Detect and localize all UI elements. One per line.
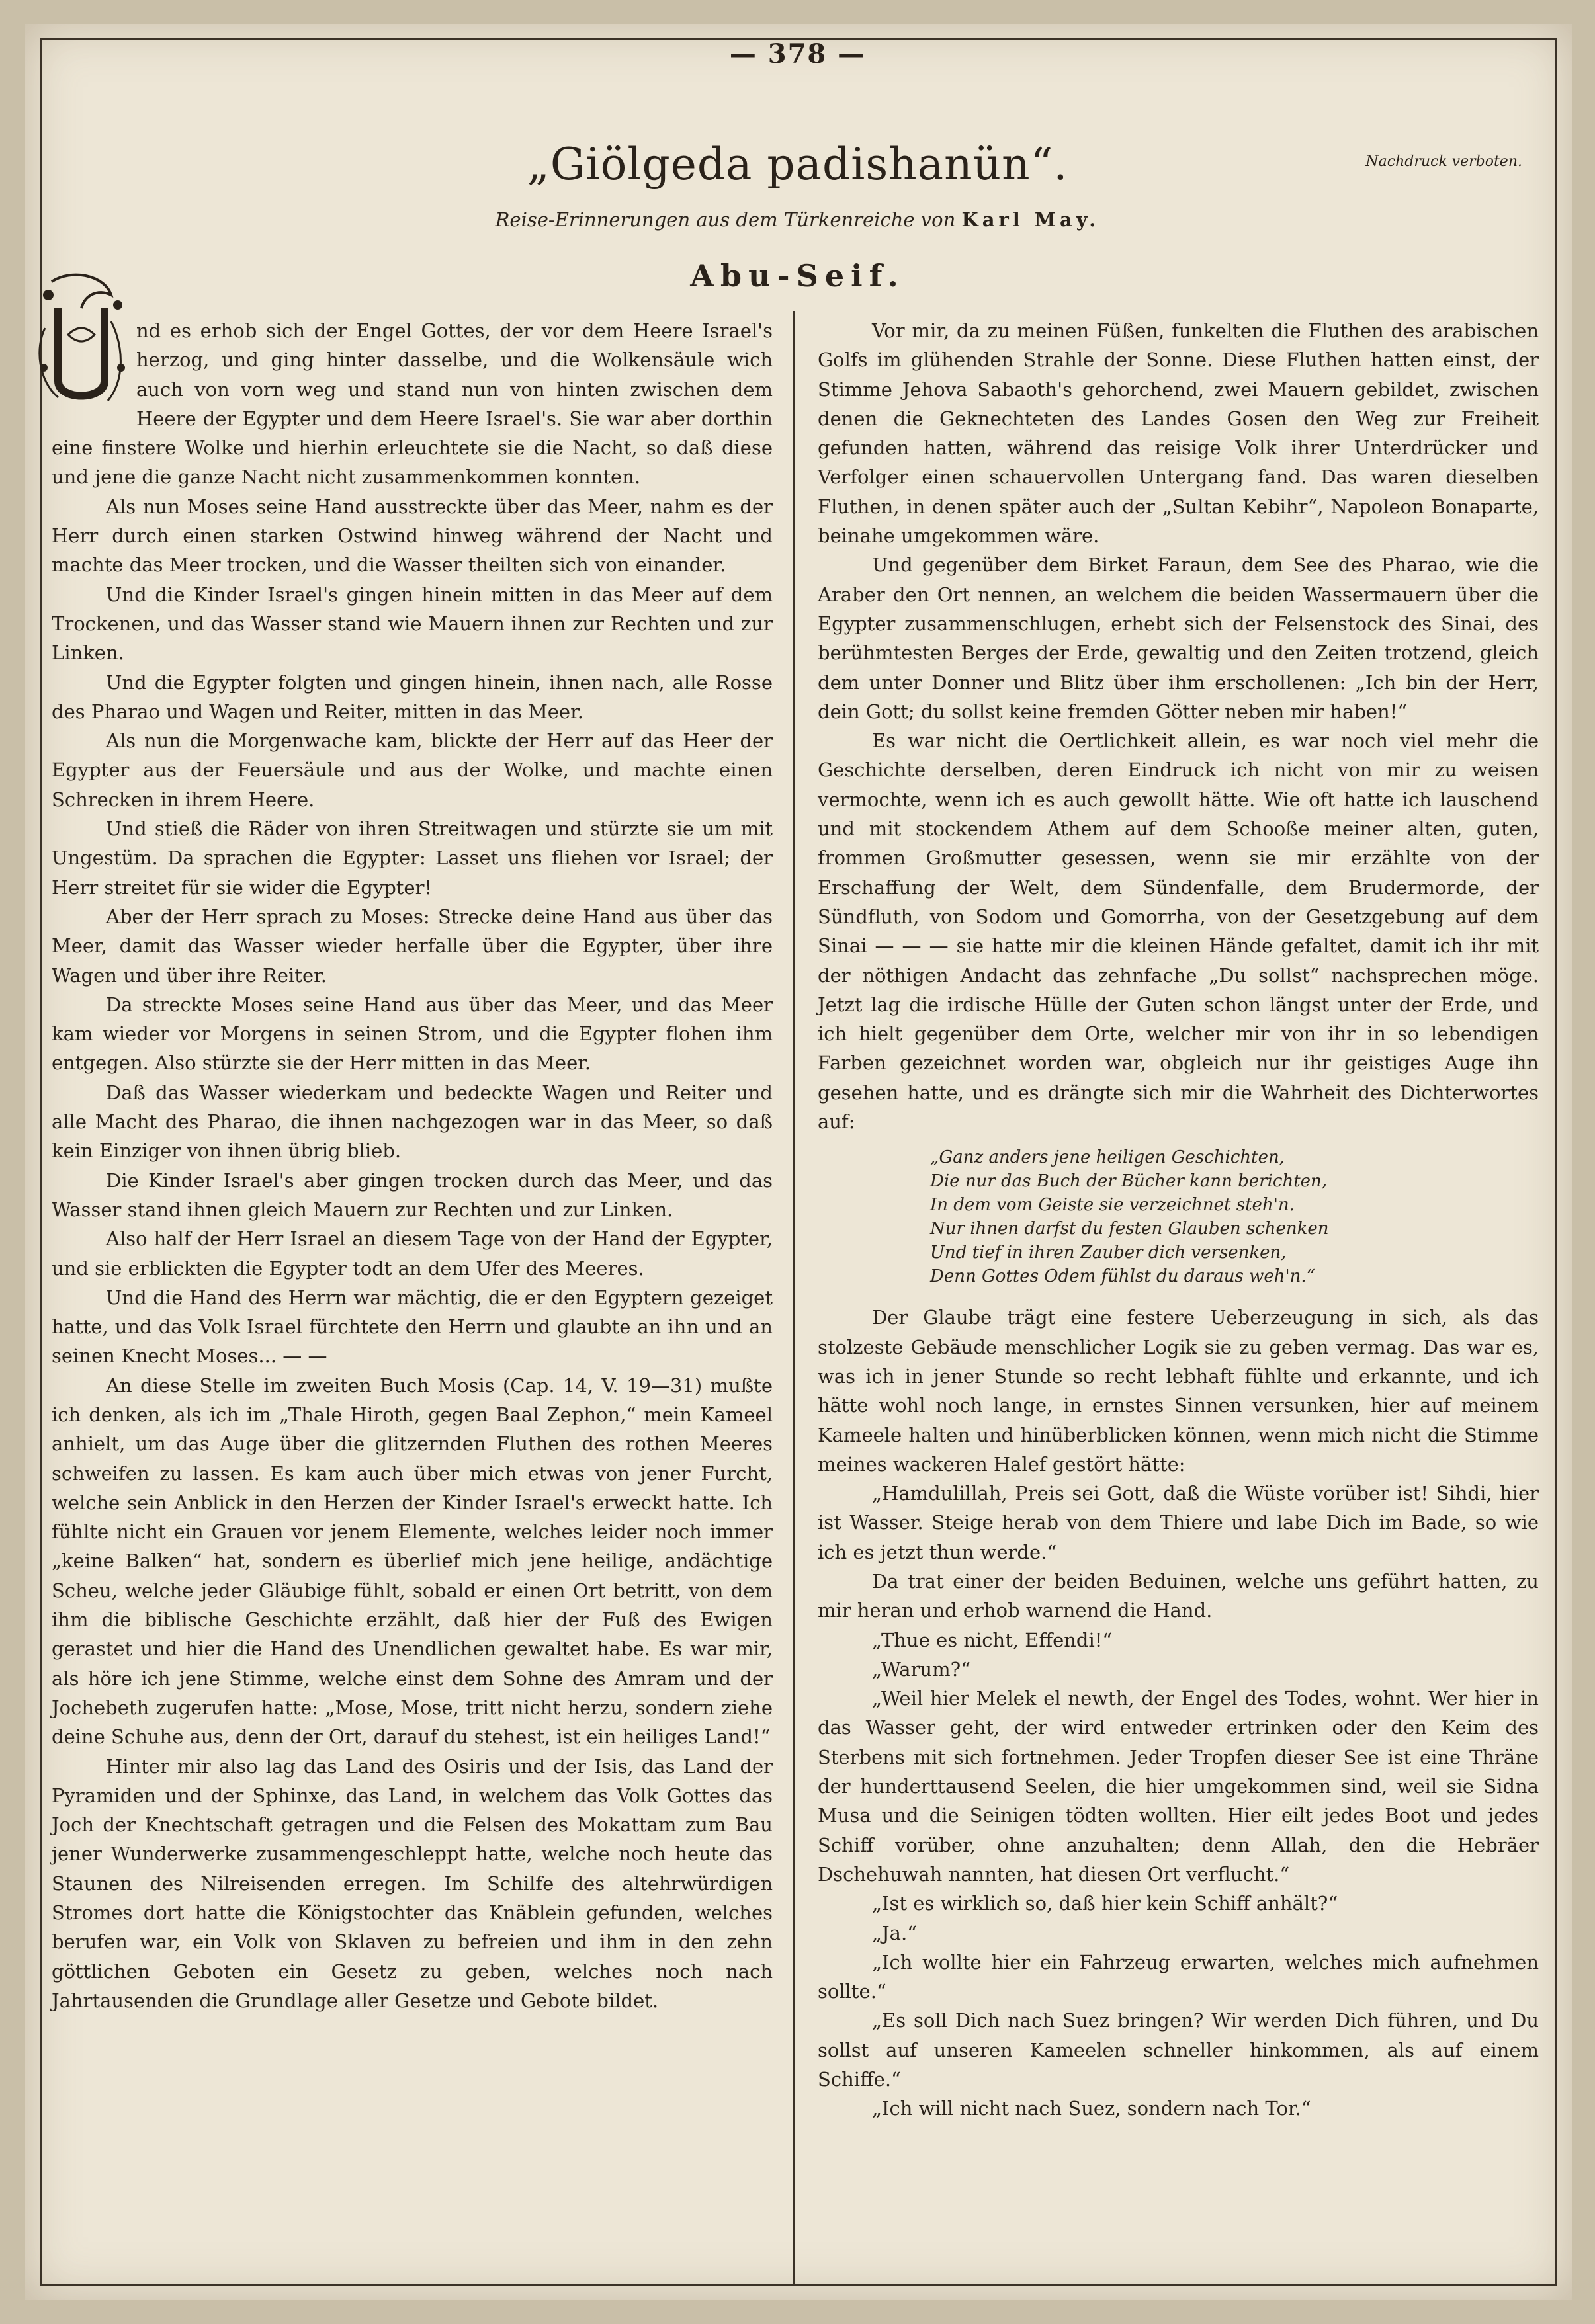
paragraph: Und die Kinder Israel's gingen hinein mitten in das Meer auf dem Trockenen, und das Wasser stand wie Mauern ihnen zur Rechten und zur Linken. xyxy=(52,583,773,665)
chapter-heading: Abu-Seif. xyxy=(690,258,905,294)
right-column xyxy=(818,316,1539,2124)
paragraph: Da trat einer der beiden Beduinen, welche uns geführt hatten, zu mir heran und erhob warnend die Hand. xyxy=(818,1569,1539,1622)
paragraph: Und die Egypter folgten und gingen hinein, ihnen nach, alle Rosse des Pharao und Wagen und Reiter, mitten in das Meer. xyxy=(52,671,773,723)
ornament-icon xyxy=(32,269,131,414)
paragraph: „Weil hier Melek el newth, der Engel des Todes, wohnt. Wer hier in das Wasser geht, der wird entweder ertrinken oder den Keim des Sterbens mit sich fortnehmen. Jeder Tropfen dieser See ist eine Thräne der hunderttausend Seelen, die hier umgekommen sind, weil sie Sidna Musa und die Seinigen tödten wollten. Hier eilt jedes Boot und jedes Schiff vorüber, ohne anzuhalten; denn Allah, den die Hebräer Dschehuwah nannten, hat diesen Ort verflucht.“ xyxy=(818,1687,1539,1886)
paragraph: „Thue es nicht, Effendi!“ xyxy=(872,1628,1113,1651)
paragraph: Der Glaube trägt eine festere Ueberzeugung in sich, als das stolzeste Gebäude menschlicher Logik sie zu geben vermag. Das war es, was ich in jener Stunde so recht lebhaft fühlte und erkannte, und ich hätte wohl noch lange, in ernstes Sinnen versunken, hier auf meinem Kameele halten und hinüberblicken können, wenn mich nicht die Stimme meines wackeren Halef gestört hätte: xyxy=(818,1306,1539,1475)
author-name: Karl May. xyxy=(961,208,1100,231)
paragraph: Vor mir, da zu meinen Füßen, funkelten die Fluthen des arabischen Golfs im glühenden Strahle der Sonne. Diese Fluthen hatten einst, der Stimme Jehova Sabaoth's gehorchend, zwei Mauern gebildet, zwischen denen die Geknechteten des Landes Gosen den Weg zur Freiheit gefunden hatten, während das reisige Volk ihrer Unterdrücker und Verfolger einen schauervollen Untergang fand. Das waren dieselben Fluthen, in denen später auch der „Sultan Kebihr“, Napoleon Bonaparte, beinahe umgekommen wäre. xyxy=(818,319,1539,548)
rights-notice: Nachdruck verboten. xyxy=(1365,153,1522,170)
column-divider xyxy=(793,311,795,2284)
poem-line: Die nur das Buch der Bücher kann berichten, xyxy=(930,1171,1328,1192)
decorative-initial-u xyxy=(52,316,128,409)
left-column xyxy=(52,316,773,2015)
paragraph: Aber der Herr sprach zu Moses: Strecke deine Hand aus über das Meer, damit das Wasser wieder herfalle über die Egypter, über ihre Wagen und über ihre Reiter. xyxy=(52,905,773,987)
paragraph: „Ja.“ xyxy=(872,1921,917,1944)
page-number: — 378 — xyxy=(729,38,866,69)
paragraph: Da streckte Moses seine Hand aus über das Meer, und das Meer kam wieder vor Morgens in seinen Strom, und die Egypter flohen ihm entgegen. Also stürzte sie der Herr mitten in das Meer. xyxy=(52,993,773,1075)
paragraph: Also half der Herr Israel an diesem Tage von der Hand der Egypter, und sie erblickten die Egypter todt an dem Ufer des Meeres. xyxy=(52,1227,773,1280)
paragraph: Und gegenüber dem Birket Faraun, dem See des Pharao, wie die Araber den Ort nennen, an welchem die beiden Wassermauern über die Egypter zusammenschlugen, erhebt sich der Felsenstock des Sinai, des berühmtesten Berges der Erde, gewaltig und den Zeiten trotzend, gleich dem unter Donner und Blitz über ihm erschollenen: „Ich bin der Herr, dein Gott; du sollst keine fremden Götter neben mir haben!“ xyxy=(818,554,1539,723)
article-subtitle xyxy=(0,208,1595,231)
poem-line: Und tief in ihren Zauber dich versenken, xyxy=(930,1243,1287,1263)
paragraph: Es war nicht die Oertlichkeit allein, es war noch viel mehr die Geschichte derselben, deren Eindruck ich nicht von mir zu weisen vermochte, wenn ich es auch gewollt hätte. Wie oft hatte ich lauschend und mit stockendem Athem auf dem Schooße meiner alten, guten, frommen Großmutter gesessen, wenn sie mir erzählte von der Erschaffung der Welt, dem Sündenfalle, dem Brudermorde, der Sündfluth, von Sodom und Gomorrha, von der Gesetzgebung auf dem Sinai — — — sie hatte mir die kleinen Hände gefaltet, damit ich ihr mit der nöthigen Andacht das zehnfache „Du sollst“ nachsprechen möge. Jetzt lag die irdische Hülle der Guten schon längst unter der Erde, und ich hielt gegenüber dem Orte, welcher mir von ihr in so lebendigen Farben gezeichnet worden war, obgleich nur ihr geistiges Auge ihn gesehen hatte, und es drängte sich mir die Wahrheit des Dichterwortes auf: xyxy=(818,729,1539,1134)
poem-line: In dem vom Geiste sie verzeichnet steh'n. xyxy=(930,1195,1295,1216)
paragraph: „Es soll Dich nach Suez bringen? Wir werden Dich führen, und Du sollst auf unseren Kameelen schneller hinkommen, als auf einem Schiffe.“ xyxy=(818,2009,1539,2091)
paragraph: Daß das Wasser wiederkam und bedeckte Wagen und Reiter und alle Macht des Pharao, die ihnen nachgezogen war in das Meer, so daß kein Einziger von ihnen übrig blieb. xyxy=(52,1081,773,1163)
paragraph: Und die Hand des Herrn war mächtig, die er den Egyptern gezeiget hatte, und das Volk Israel fürchtete den Herrn und glaubte an ihn und an seinen Knecht Moses... — — xyxy=(52,1286,773,1368)
paragraph: „Ist es wirklich so, daß hier kein Schiff anhält?“ xyxy=(872,1892,1338,1915)
paragraph: Hinter mir also lag das Land des Osiris und der Isis, das Land der Pyramiden und der Sphinxe, das Land, in welchem das Volk Gottes das Joch der Knechtschaft getragen und die Felsen des Mokattam zum Bau jener Wunderwerke zusammengeschleppt hatte, welche noch heute das Staunen des Nilreisenden erregen. Im Schilfe des altehrwürdigen Stromes dort hatte die Königstochter das Knäblein gefunden, welches berufen war, ein Volk von Sklaven zu befreien und ihm in den zehn göttlichen Geboten ein Gesetz zu geben, welches noch nach Jahrtausenden die Grundlage aller Gesetze und Gebote bildet. xyxy=(52,1755,773,2012)
poem-line: Nur ihnen darfst du festen Glauben schenken xyxy=(930,1219,1329,1239)
paragraph: „Hamdulillah, Preis sei Gott, daß die Wüste vorüber ist! Sihdi, hier ist Wasser. Steige herab von dem Thiere und labe Dich im Bade, so wie ich es jetzt thun werde.“ xyxy=(818,1482,1539,1563)
paragraph: „Ich will nicht nach Suez, sondern nach Tor.“ xyxy=(872,2097,1311,2120)
subtitle-prefix: Reise-Erinnerungen aus dem Türkenreiche von xyxy=(495,208,956,231)
poem-quote xyxy=(930,1145,1539,1288)
poem-line: Denn Gottes Odem fühlst du daraus weh'n.“ xyxy=(930,1266,1315,1287)
paragraph: An diese Stelle im zweiten Buch Mosis (Cap. 14, V. 19—31) mußte ich denken, als ich im „Thale Hiroth, gegen Baal Zephon,“ mein Kameel anhielt, um das Auge über die glitzernden Fluthen des rothen Meeres schweifen zu lassen. Es kam auch über mich etwas von jener Furcht, welche sein Anblick in den Herzen der Kinder Israel's erweckt hatte. Ich fühlte nicht ein Grauen vor jenem Elemente, welches leider noch immer „keine Balken“ hat, sondern es überlief mich jene heilige, andächtige Scheu, welche jeder Gläubige fühlt, sobald er einen Ort betritt, von dem ihm die biblische Geschichte erzählt, daß hier der Fuß des Ewigen gerastet und hier die Hand des Unendlichen gewaltet habe. Es war mir, als höre ich jene Stimme, welche einst dem Sohne des Amram und der Jochebeth zugerufen hatte: „Mose, Mose, tritt nicht herzu, sondern ziehe deine Schuhe aus, denn der Ort, darauf du stehest, ist ein heiliges Land!“ xyxy=(52,1374,773,1749)
paragraph: „Warum?“ xyxy=(872,1657,970,1681)
paragraph: Als nun Moses seine Hand ausstreckte über das Meer, nahm es der Herr durch einen starken Ostwind hinweg während der Nacht und machte das Meer trocken, und die Wasser theilten sich von einander. xyxy=(52,495,773,577)
poem-line: „Ganz anders jene heiligen Geschichten, xyxy=(930,1147,1285,1168)
paragraph: Als nun die Morgenwache kam, blickte der Herr auf das Heer der Egypter aus der Feuersäule und aus der Wolke, und machte einen Schrecken in ihrem Heere. xyxy=(52,729,773,811)
paragraph: Und stieß die Räder von ihren Streitwagen und stürzte sie um mit Ungestüm. Da sprachen die Egypter: Lasset uns fliehen vor Israel; der Herr streitet für sie wider die Egypter! xyxy=(52,817,773,899)
paragraph: „Ich wollte hier ein Fahrzeug erwarten, welches mich aufnehmen sollte.“ xyxy=(818,1950,1539,2003)
article-title: „Giölgeda padishanün“. xyxy=(527,139,1068,190)
paragraph: Die Kinder Israel's aber gingen trocken durch das Meer, und das Wasser stand ihnen gleich Mauern zur Rechten und zur Linken. xyxy=(52,1169,773,1221)
paragraph: nd es erhob sich der Engel Gottes, der vor dem Heere Israel's herzog, und ging hinter dasselbe, und die Wolkensäule wich auch von vorn weg und stand nun von hinten zwischen dem Heere der Egypter und dem Heere Israel's. Sie war aber dorthin eine finstere Wolke und hierhin erleuchtete sie die Nacht, so daß diese und jene die ganze Nacht nicht zusammenkommen konnten. xyxy=(52,319,773,489)
